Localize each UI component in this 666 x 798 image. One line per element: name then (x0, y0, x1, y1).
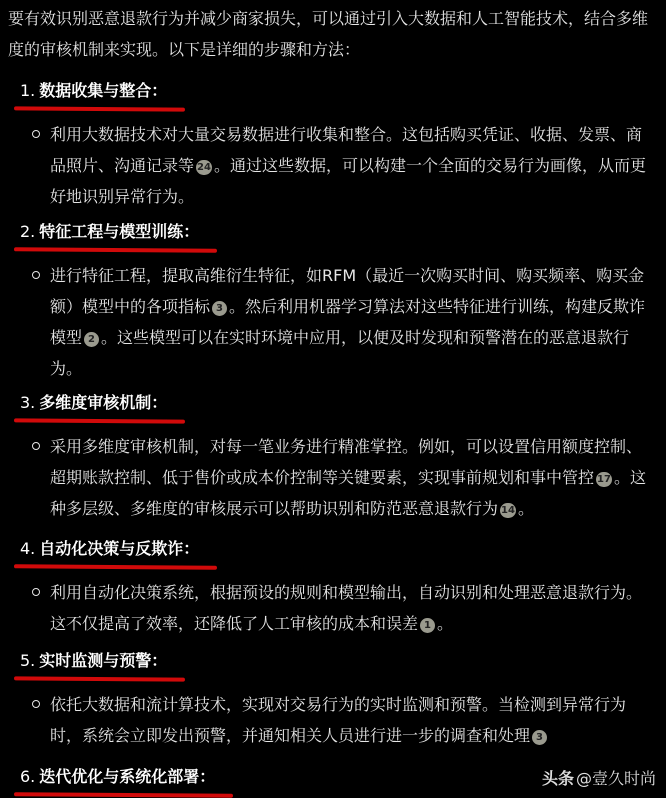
watermark-author: @壹久时尚 (575, 769, 656, 788)
section-title: 数据收集与整合 (39, 81, 152, 100)
section-number: 2. (20, 222, 36, 241)
citation-badge[interactable]: 1 (420, 618, 435, 633)
section-colon: ： (183, 539, 200, 558)
section-title: 自动化决策与反欺诈 (39, 539, 184, 558)
section-number: 3. (20, 393, 36, 412)
bullet-text: 利用自动化决策系统，根据预设的规则和模型输出，自动识别和处理恶意退款行为。这不仅提高了效率，还降低了人工审核的成本和误差 (50, 583, 643, 633)
bullet-text: 。通过这些数据，可以构建一个全面的交易行为画像，从而更好地识别异常行为。 (50, 156, 646, 206)
section-title: 实时监测与预警 (39, 651, 152, 670)
bullet-text: 。 (517, 499, 534, 518)
citation-badge[interactable]: 3 (212, 301, 227, 316)
bullet-item (8, 431, 656, 524)
citation-badge[interactable]: 14 (501, 505, 515, 516)
watermark (542, 769, 656, 789)
section-heading (20, 75, 167, 106)
citation-badge[interactable]: 17 (597, 474, 611, 485)
bullet-item (8, 689, 656, 751)
red-underline-mark (14, 247, 217, 252)
bullet-item (8, 260, 656, 384)
section-colon: ： (199, 767, 216, 786)
section-number: 4. (20, 539, 36, 558)
bullet-text: 采用多维度审核机制，对每一笔业务进行精准掌控。例如，可以设置信用额度控制、超期账款控制、低于售价或成本价控制等关键要素，实现事前规划和事中管控 (50, 437, 643, 487)
red-underline-mark (14, 564, 217, 569)
red-underline-mark (14, 792, 233, 798)
bullet-circle-icon (32, 442, 40, 450)
section-title: 特征工程与模型训练 (39, 222, 184, 241)
bullet-text: 。然后利用机器学习算法对这些特征进行训练，构建反欺诈模型 (50, 297, 646, 347)
bullet-circle-icon (32, 588, 40, 596)
watermark-brand: 头条 (541, 769, 574, 788)
bullet-text: 。 (437, 614, 454, 633)
intro-paragraph: 要有效识别恶意退款行为并减少商家损失，可以通过引入大数据和人工智能技术，结合多维度的审核机制来实现。以下是详细的步骤和方法： (8, 9, 649, 59)
bullet-item (8, 577, 656, 639)
section-colon: ： (151, 81, 168, 100)
section-colon: ： (151, 393, 168, 412)
section-title: 迭代优化与系统化部署 (39, 767, 200, 786)
bullet-circle-icon (32, 271, 40, 279)
section-colon: ： (151, 651, 168, 670)
citation-badge[interactable]: 3 (532, 730, 547, 745)
red-underline-mark (14, 106, 185, 111)
red-underline-mark (14, 418, 185, 423)
citation-badge[interactable]: 24 (197, 162, 211, 173)
section-number: 5. (20, 651, 36, 670)
section-number: 6. (20, 767, 36, 786)
bullet-text: 利用大数据技术对大量交易数据进行收集和整合。这包括购买凭证、收据、发票、商品照片、沟通记录等 (50, 125, 643, 175)
bullet-text: 进行特征工程，提取高维衍生特征，如RFM（最近一次购买时间、购买频率、购买金额）模型中的各项指标 (50, 266, 645, 316)
section-heading (20, 761, 215, 792)
bullet-circle-icon (32, 130, 40, 138)
section-heading (20, 216, 199, 247)
section-colon: ： (183, 222, 200, 241)
bullet-circle-icon (32, 700, 40, 708)
section-heading (20, 645, 167, 676)
bullet-text: 。这种多层级、多维度的审核展示可以帮助识别和防范恶意退款行为 (50, 468, 646, 518)
section-heading (20, 387, 167, 418)
bullet-text: 依托大数据和流计算技术，实现对交易行为的实时监测和预警。当检测到异常行为时，系统会立即发出预警，并通知相关人员进行进一步的调查和处理 (50, 695, 627, 745)
bullet-item (8, 119, 656, 212)
bullet-text: 。这些模型可以在实时环境中应用，以便及时发现和预警潜在的恶意退款行为。 (50, 328, 630, 378)
section-heading (20, 533, 199, 564)
citation-badge[interactable]: 2 (84, 332, 99, 347)
section-number: 1. (20, 81, 36, 100)
red-underline-mark (14, 676, 185, 681)
section-title: 多维度审核机制 (39, 393, 152, 412)
